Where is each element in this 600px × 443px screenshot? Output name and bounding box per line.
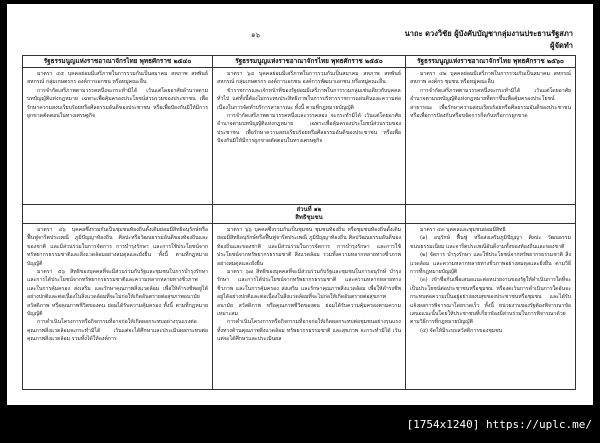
table-cell: [213, 68, 406, 205]
table-cell: [23, 68, 213, 205]
table-cell: [406, 68, 576, 205]
table-cell: [406, 224, 576, 390]
column-header: รัฐธรรมนูญแห่งราชอาณาจักรไทย พุทธศักราช ๒๕๖๐: [406, 56, 576, 68]
paragraph: มาตรา ๔๖ บุคคลซึ่งรวมกันเป็นชุมชนท้องถิ่นดั้งเดิมย่อมมีสิทธิอนุรักษ์หรือฟื้นฟูจารีตประเพณี ภูมิปัญญาท้องถิ่น ศิลปะหรือวัฒนธรรมอันดีของท้องถิ่นและของชาติ และมีส่วนร่วมในการจัดการ การบำรุงรักษา และการใช้ประโยชน์จากทรัพยากรธรรมชาติและสิ่งแวดล้อมอย่างสมดุลและยั่งยืน ทั้งนี้ ตามที่กฎหมายบัญญัติ: [27, 227, 208, 267]
page-number: ๑๖: [251, 31, 260, 39]
section-row: [23, 205, 576, 224]
paragraph: มาตรา ๖๔ บุคคลย่อมมีเสรีภาพในการรวมกันเป็นสมาคม สหภาพ สหพันธ์ สหกรณ์ กลุ่มเกษตรกร องค์การเอกชน องค์การพัฒนาเอกชน หรือหมู่คณะอื่น: [217, 71, 401, 86]
comparison-table: [22, 55, 576, 390]
table-cell: [23, 224, 213, 390]
paragraph: (๓) เข้าชื่อกันเพื่อเสนอแนะต่อหน่วยงานของรัฐให้ดำเนินการใดที่จะเป็นประโยชน์ต่อประชาชนหรือชุมชน หรืองดเว้นการดำเนินการใดอันจะกระทบต่อความเป็นอยู่อย่างสงบสุขของประชาชนหรือชุมชน และได้รับแจ้งผลการพิจารณาโดยรวดเร็ว ทั้งนี้ หน่วยงานของรัฐต้องพิจารณาข้อเสนอแนะนั้นโดยให้ประชาชนที่เกี่ยวข้องมีส่วนร่วมในการพิจารณาด้วยตามวิธีการที่กฎหมายบัญญัติ: [410, 277, 571, 326]
author-name: นาถะ ดวงวิชัย ผู้บังคับบัญชากลุ่มงานประธานรัฐสภา: [404, 29, 573, 38]
paragraph: การดำเนินโครงการหรือกิจกรรมที่อาจก่อให้เกิดผลกระทบอย่างรุนแรงต่อคุณภาพสิ่งแวดล้อมจะกระทำมิได้ เว้นแต่จะได้ศึกษาและประเมินผลกระทบต่อคุณภาพสิ่งแวดล้อม รวมทั้งได้ให้องค์การ: [27, 319, 208, 343]
paragraph: มาตรา ๖๖ บุคคลซึ่งรวมกันเป็นชุมชน ชุมชนท้องถิ่น หรือชุมชนท้องถิ่นดั้งเดิม ย่อมมีสิทธิอนุรักษ์หรือฟื้นฟูจารีตประเพณี ภูมิปัญญาท้องถิ่น ศิลปวัฒนธรรมอันดีของท้องถิ่นและของชาติ และมีส่วนร่วมในการจัดการ การบำรุงรักษา และการใช้ประโยชน์จากทรัพยากรธรรมชาติ สิ่งแวดล้อม รวมทั้งความหลากหลายทางชีวภาพอย่างสมดุลและยั่งยืน: [217, 227, 401, 267]
empty-cell: [23, 205, 213, 224]
table-row: [23, 224, 576, 390]
paragraph: การจำกัดเสรีภาพตามวรรคหนึ่งและวรรคสอง จะกระทำมิได้ เว้นแต่โดยอาศัยอำนาจตามบทบัญญัติแห่งกฎหมาย เฉพาะเพื่อคุ้มครองประโยชน์ส่วนรวมของประชาชน เพื่อรักษาความสงบเรียบร้อยหรือศีลธรรมอันดีของประชาชน หรือเพื่อป้องกันมิให้มีการผูกขาดตัดตอนในทางเศรษฐกิจ: [217, 113, 401, 145]
document-page: [7, 4, 593, 405]
author-role: ผู้จัดทำ: [550, 41, 573, 50]
image-size-banner: [1754x1240] https://uplc.me/: [406, 418, 592, 431]
section-heading: [213, 205, 406, 224]
column-header: รัฐธรรมนูญแห่งราชอาณาจักรไทย พุทธศักราช ๒๕๔๐: [23, 56, 213, 68]
section-number: ส่วนที่ ๑๒: [296, 206, 322, 213]
section-title: สิทธิชุมชน: [295, 214, 323, 221]
paragraph: มาตรา ๔๓ บุคคลและชุมชนย่อมมีสิทธิ: [420, 227, 506, 233]
paragraph: มาตรา ๖๗ สิทธิของบุคคลที่จะมีส่วนร่วมกับรัฐและชุมชนในการอนุรักษ์ บำรุงรักษา และการได้ประโยชน์จากทรัพยากรธรรมชาติ และความหลากหลายทางชีวภาพ และในการคุ้มครอง ส่งเสริม และรักษาคุณภาพสิ่งแวดล้อม เพื่อให้ดำรงชีพอยู่ได้อย่างปกติและต่อเนื่องในสิ่งแวดล้อมที่จะไม่ก่อให้เกิดอันตรายต่อสุขภาพอนามัย สวัสดิภาพ หรือคุณภาพชีวิตของตน ย่อมได้รับความคุ้มครองตามความเหมาะสม: [217, 269, 401, 318]
table-cell: [213, 224, 406, 390]
empty-cell: [406, 205, 576, 224]
paragraph: การจำกัดเสรีภาพตามวรรคหนึ่งจะกระทำมิได้ เว้นแต่โดยอาศัยอำนาจตามบทบัญญัติแห่งกฎหมาย เฉพาะเพื่อคุ้มครองประโยชน์ส่วนรวมของประชาชน เพื่อรักษาความสงบเรียบร้อยหรือศีลธรรมอันดีของประชาชน หรือเพื่อป้องกันมิให้มีการผูกขาดตัดตอนในทางเศรษฐกิจ: [27, 87, 208, 120]
author-block: [405, 28, 573, 52]
paragraph: การดำเนินโครงการหรือกิจกรรมที่อาจก่อให้เกิดผลกระทบต่อชุมชนอย่างรุนแรงทั้งทางด้านคุณภาพสิ่งแวดล้อม ทรัพยากรธรรมชาติ และสุขภาพ จะกระทำมิได้ เว้นแต่จะได้ศึกษาและประเมินผล: [217, 319, 401, 343]
paragraph: มาตรา ๕๖ สิทธิของบุคคลที่จะมีส่วนร่วมกับรัฐและชุมชนในการบำรุงรักษา และการได้ประโยชน์จากทรัพยากรธรรมชาติและความหลากหลายทางชีวภาพ และในการคุ้มครอง ส่งเสริม และรักษาคุณภาพสิ่งแวดล้อม เพื่อให้ดำรงชีพอยู่ได้อย่างปกติและต่อเนื่องในสิ่งแวดล้อมที่จะไม่ก่อให้เกิดอันตรายต่อสุขภาพอนามัย สวัสดิภาพ หรือคุณภาพชีวิตของตน ย่อมได้รับความคุ้มครอง ทั้งนี้ ตามที่กฎหมายบัญญัติ: [27, 269, 208, 318]
paragraph: ข้าราชการและเจ้าหน้าที่ของรัฐย่อมมีเสรีภาพในการรวมกลุ่มเช่นเดียวกับบุคคลทั่วไป แต่ทั้งนี้ต้องไม่กระทบประสิทธิภาพในการบริหารราชการแผ่นดินและความต่อเนื่องในการจัดทำบริการสาธารณะ ทั้งนี้ ตามที่กฎหมายบัญญัติ: [217, 87, 401, 111]
paragraph: (๑) อนุรักษ์ ฟื้นฟู หรือส่งเสริมภูมิปัญญา ศิลปะ วัฒนธรรม ขนบธรรมเนียม และจารีตประเพณีอันดีงามทั้งของท้องถิ่นและของชาติ: [410, 235, 571, 250]
paragraph: (๒) จัดการ บำรุงรักษา และใช้ประโยชน์จากทรัพยากรธรรมชาติ สิ่งแวดล้อม และความหลากหลายทางชีวภาพอย่างสมดุลและยั่งยืน ตามวิธีการที่กฎหมายบัญญัติ: [410, 252, 571, 276]
paragraph: (๔) จัดให้มีระบบสวัสดิการของชุมชน: [420, 327, 503, 334]
table-row: [23, 68, 576, 205]
paragraph: มาตรา ๔๕ บุคคลย่อมมีเสรีภาพในการรวมกันเป็นสมาคม สหภาพ สหพันธ์ สหกรณ์ กลุ่มเกษตรกร องค์การเอกชน หรือหมู่คณะอื่น: [27, 71, 208, 86]
paragraph: การจำกัดเสรีภาพตามวรรคหนึ่งจะกระทำมิได้ เว้นแต่โดยอาศัยอำนาจตามบทบัญญัติแห่งกฎหมายที่ตราขึ้นเพื่อคุ้มครองประโยชน์สาธารณะ เพื่อรักษาความสงบเรียบร้อยหรือศีลธรรมอันดีของประชาชน หรือเพื่อการป้องกันหรือขจัดการกีดกันหรือการผูกขาด: [410, 87, 571, 120]
column-header: รัฐธรรมนูญแห่งราชอาณาจักรไทย พุทธศักราช ๒๕๕๐: [213, 56, 406, 68]
table-header-row: [23, 56, 576, 68]
paragraph: มาตรา ๔๒ บุคคลย่อมมีเสรีภาพในการรวมกันเป็นสมาคม สหกรณ์ สหภาพ องค์กร ชุมชน หรือหมู่คณะอื่น: [410, 71, 571, 86]
